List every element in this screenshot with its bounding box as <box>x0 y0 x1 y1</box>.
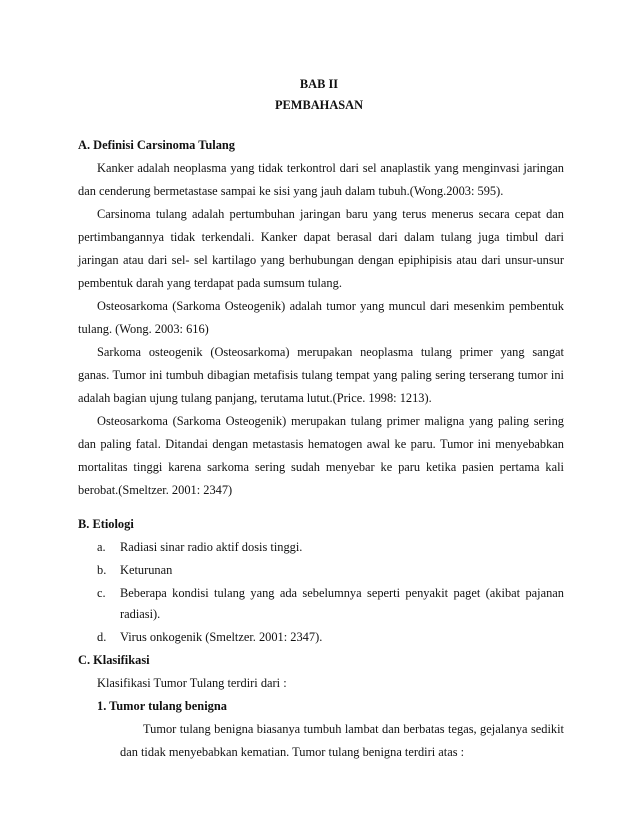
section-c-intro: Klasifikasi Tumor Tulang terdiri dari : <box>97 676 287 690</box>
paragraph-line: Carsinoma tulang adalah pertumbuhan jaringan baru yang terus menerus secara cepat dan <box>97 207 564 221</box>
list-item: Virus onkogenik (Smeltzer. 2001: 2347). <box>120 630 323 644</box>
paragraph-line: mortalitas tinggi karena sarkoma sering sudah menyebar ke paru ketika pasien pertama kali <box>78 460 564 474</box>
section-c-heading: C. Klasifikasi <box>78 653 150 667</box>
section-b-heading: B. Etiologi <box>78 517 134 531</box>
paragraph-line: dan cenderung bermetastase sampai ke sisi yang jauh dalam tubuh.(Wong.2003: 595). <box>78 184 504 198</box>
list-marker: d. <box>97 630 107 644</box>
paragraph-line: Osteosarkoma (Sarkoma Osteogenik) merupakan tulang primer maligna yang paling sering <box>97 414 564 428</box>
paragraph-line: adalah bagian ujung tulang panjang, terutama lutut.(Price. 1998: 1213). <box>78 391 432 405</box>
list-marker: c. <box>97 586 106 600</box>
list-marker: b. <box>97 563 107 577</box>
paragraph-line: pertimbangannya tidak terkendali. Kanker dapat berasal dari dalam tulang juga timbul dari <box>78 230 564 244</box>
list-item: Keturunan <box>120 563 173 577</box>
list-item-continuation: radiasi). <box>120 607 161 621</box>
paragraph-line: Sarkoma osteogenik (Osteosarkoma) merupakan neoplasma tulang primer yang sangat <box>97 345 564 359</box>
list-item: Beberapa kondisi tulang yang ada sebelumnya seperti penyakit paget (akibat pajanan <box>120 586 564 600</box>
paragraph-line: pembentuk darah yang terdapat pada sumsum tulang. <box>78 276 342 290</box>
paragraph-line: Kanker adalah neoplasma yang tidak terkontrol dari sel anaplastik yang menginvasi jaringan <box>97 161 564 175</box>
paragraph-line: ganas. Tumor ini tumbuh dibagian metafisis tulang tempat yang paling sering terserang tumor ini <box>78 368 564 382</box>
list-item: Radiasi sinar radio aktif dosis tinggi. <box>120 540 303 554</box>
chapter-label: BAB II <box>299 77 339 91</box>
paragraph-line: tulang. (Wong. 2003: 616) <box>78 322 209 336</box>
list-marker: a. <box>97 540 106 554</box>
paragraph-line: dan paling fatal. Ditandai dengan metastasis hematogen awal ke paru. Tumor ini menyebabkan <box>78 437 564 451</box>
paragraph-line: jaringan atau dari sel- sel kartilago yang berhubungan dengan epiphipisis atau dari unsur-unsur <box>78 253 564 267</box>
paragraph-line: Osteosarkoma (Sarkoma Osteogenik) adalah tumor yang muncul dari mesenkim pembentuk <box>97 299 564 313</box>
paragraph-line: Tumor tulang benigna biasanya tumbuh lambat dan berbatas tegas, gejalanya sedikit <box>143 722 564 736</box>
chapter-title: PEMBAHASAN <box>274 98 364 112</box>
paragraph-line: dan tidak menyebabkan kematian. Tumor tulang benigna terdiri atas : <box>120 745 465 759</box>
subsection-heading: 1. Tumor tulang benigna <box>97 699 227 713</box>
section-a-heading: A. Definisi Carsinoma Tulang <box>78 138 235 152</box>
paragraph-line: berobat.(Smeltzer. 2001: 2347) <box>78 483 233 497</box>
